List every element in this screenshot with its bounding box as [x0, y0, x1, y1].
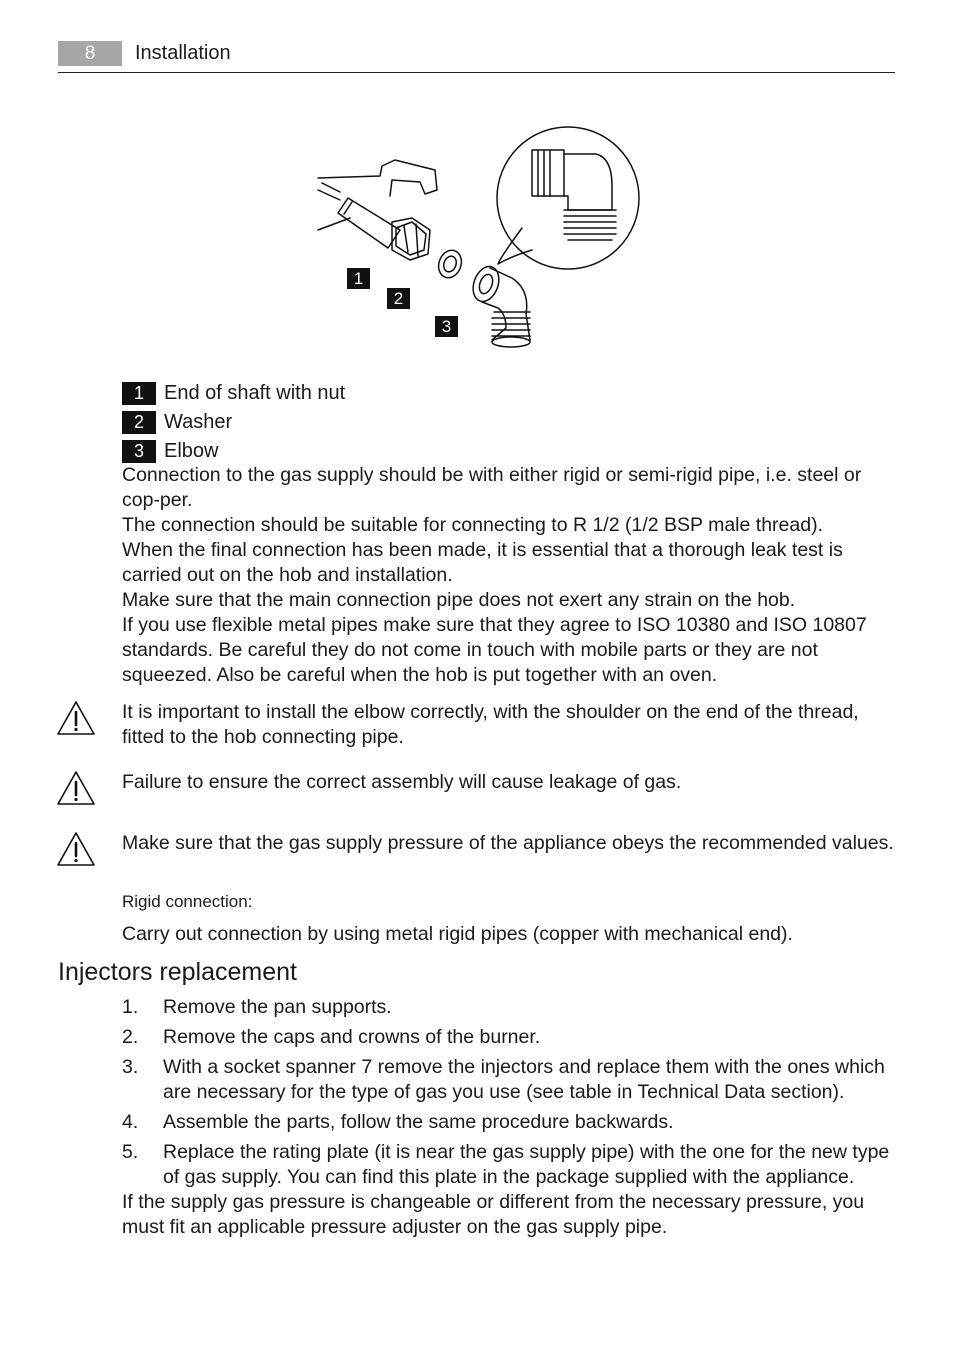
legend-label: Washer: [164, 411, 233, 433]
step-number: 5.: [122, 1141, 139, 1163]
warning-icon: [56, 700, 96, 736]
list-item: [122, 995, 897, 1020]
step-number: 4.: [122, 1111, 139, 1133]
paragraph: Connection to the gas supply should be with either rigid or semi-rigid pipe, i.e. steel or cop-per.: [122, 464, 862, 511]
legend-item: [122, 437, 902, 466]
page-header: [58, 40, 895, 73]
injectors-steps: [122, 995, 897, 1195]
callout-3: 3: [435, 316, 458, 337]
page-number: 8: [58, 41, 122, 66]
connection-instructions: [122, 463, 897, 688]
section-title: Installation: [135, 42, 231, 64]
warning-icon: [56, 770, 96, 806]
connection-figure: [300, 118, 660, 358]
paragraph: When the final connection has been made, it is essential that a thorough leak test is carried out on the hob and installation.: [122, 539, 843, 586]
pressure-adjuster-note: If the supply gas pressure is changeable or different from the necessary pressure, you must fit an applicable pressure adjuster on the gas supply pipe.: [122, 1191, 865, 1238]
step-text: Assemble the parts, follow the same procedure backwards.: [163, 1111, 674, 1133]
step-text: Remove the pan supports.: [163, 996, 392, 1018]
legend-item: [122, 379, 902, 408]
list-item: [122, 1055, 897, 1105]
list-item: [122, 1110, 897, 1135]
injectors-heading: Injectors replacement: [58, 958, 298, 986]
paragraph: The connection should be suitable for connecting to R 1/2 (1/2 BSP male thread).: [122, 514, 823, 536]
step-number: 1.: [122, 996, 139, 1018]
rigid-connection-label: Rigid connection:: [122, 892, 253, 911]
legend-label: End of shaft with nut: [164, 382, 346, 404]
warning-icon: [56, 831, 96, 867]
warning-text: Failure to ensure the correct assembly will cause leakage of gas.: [122, 771, 682, 793]
callout-2: 2: [387, 288, 410, 309]
rigid-connection-text: Carry out connection by using metal rigid pipes (copper with mechanical end).: [122, 923, 793, 945]
warning-text: Make sure that the gas supply pressure of the appliance obeys the recommended values.: [122, 832, 894, 854]
step-text: Remove the caps and crowns of the burner.: [163, 1026, 541, 1048]
warning-text: It is important to install the elbow correctly, with the shoulder on the end of the thread, fitted to the hob connecting pipe.: [122, 701, 859, 748]
pipe-diagram: [300, 118, 660, 358]
step-text: Replace the rating plate (it is near the gas supply pipe) with the one for the new type of gas supply. You can find this plate in the package supplied with the appliance.: [163, 1141, 890, 1188]
callout-1: 1: [347, 268, 370, 289]
figure-legend: [122, 379, 902, 466]
paragraph: Make sure that the main connection pipe does not exert any strain on the hob.: [122, 589, 796, 611]
paragraph: If you use flexible metal pipes make sure that they agree to ISO 10380 and ISO 10807 standards. Be careful they do not come in touch with mobile parts or they are not squeezed. Also be careful when the hob is put together with an oven.: [122, 614, 867, 686]
legend-label: Elbow: [164, 440, 219, 462]
list-item: [122, 1025, 897, 1050]
list-item: [122, 1140, 897, 1190]
legend-item: [122, 408, 902, 437]
legend-number: 1: [122, 382, 156, 405]
legend-number: 2: [122, 411, 156, 434]
step-number: 3.: [122, 1056, 139, 1078]
legend-number: 3: [122, 440, 156, 463]
step-text: With a socket spanner 7 remove the injectors and replace them with the ones which are necessary for the type of gas you use (see table in Technical Data section).: [163, 1056, 885, 1103]
step-number: 2.: [122, 1026, 139, 1048]
